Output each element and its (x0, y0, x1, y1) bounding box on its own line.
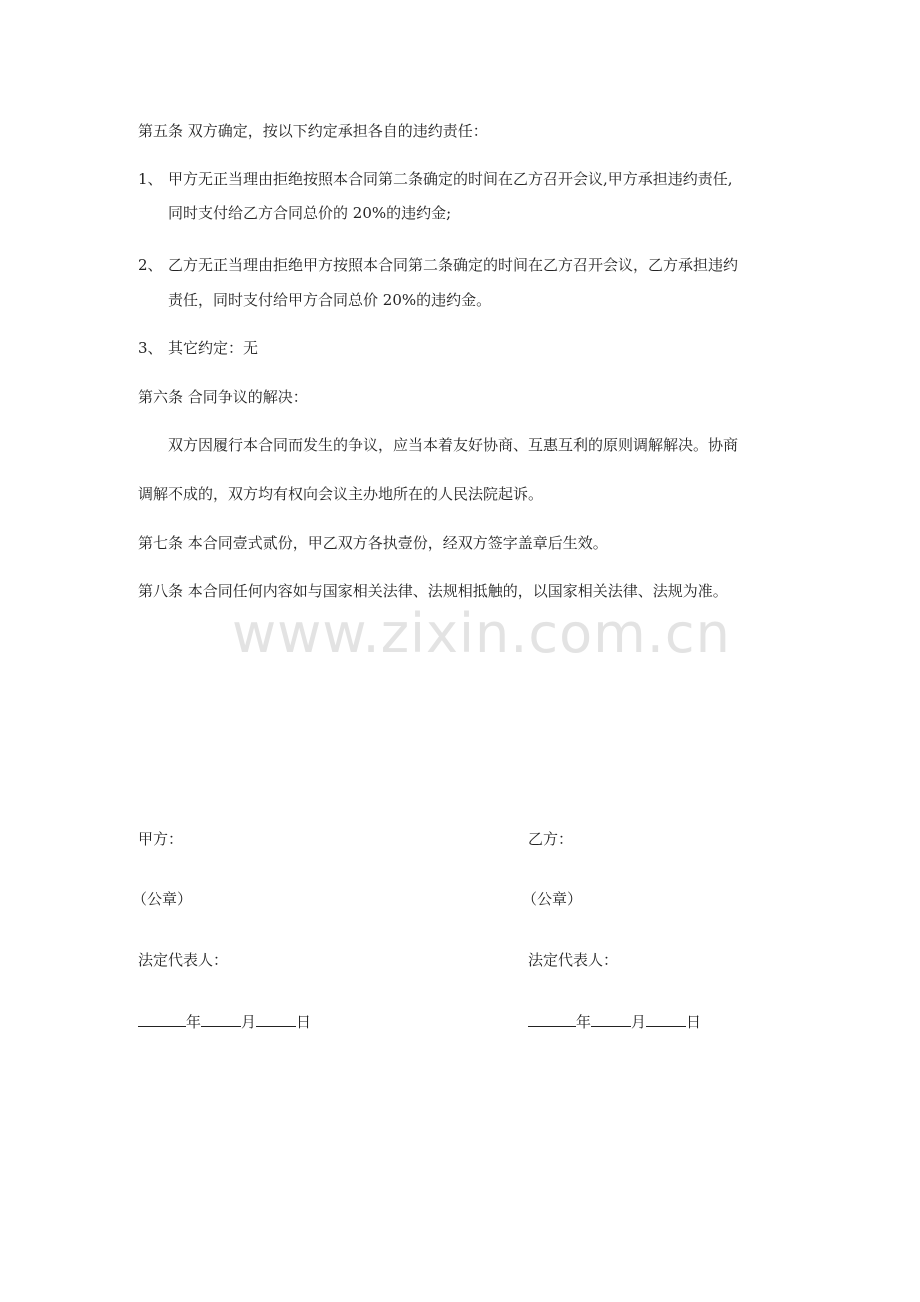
day-blank (256, 1011, 296, 1027)
item-text: 甲方无正当理由拒绝按照本合同第二条确定的时间在乙方召开会议,甲方承担违约责任, (168, 170, 733, 188)
item-number: 2、 (138, 256, 163, 274)
article5-item-2-cont: 责任，同时支付给甲方合同总价 20%的违约金。 (168, 291, 492, 309)
party-b-date (528, 1011, 701, 1032)
party-a-label: 甲方： (138, 830, 184, 848)
party-a-representative: 法定代表人： (138, 951, 229, 969)
month-label: 月 (631, 1013, 647, 1031)
article5-item-2 (138, 255, 738, 275)
day-label: 日 (296, 1013, 312, 1031)
item-number: 1、 (138, 170, 163, 188)
month-blank (201, 1011, 241, 1027)
year-blank (528, 1011, 576, 1027)
article5-item-1-cont: 同时支付给乙方合同总价的 20%的违约金; (168, 204, 452, 222)
article6-body-line2: 调解不成的，双方均有权向会议主办地所在的人民法院起诉。 (138, 485, 544, 503)
party-a-seal: （公章） (132, 890, 193, 908)
month-label: 月 (241, 1013, 257, 1031)
article5-item-3 (138, 338, 258, 358)
year-blank (138, 1011, 186, 1027)
party-b-label: 乙方： (528, 830, 574, 848)
party-a-date (138, 1011, 311, 1032)
article7-text: 第七条 本合同壹式贰份，甲乙双方各执壹份，经双方签字盖章后生效。 (138, 534, 608, 552)
watermark: www.zixin.com.cn (232, 602, 731, 665)
day-label: 日 (686, 1013, 702, 1031)
party-b-representative: 法定代表人： (528, 951, 619, 969)
item-number: 3、 (138, 339, 163, 357)
party-b-seal: （公章） (522, 890, 583, 908)
article6-heading: 第六条 合同争议的解决： (138, 388, 308, 406)
item-text: 乙方无正当理由拒绝甲方按照本合同第二条确定的时间在乙方召开会议，乙方承担违约 (168, 256, 739, 274)
year-label: 年 (576, 1013, 592, 1031)
item-text: 其它约定：无 (168, 339, 259, 357)
day-blank (646, 1011, 686, 1027)
article5-heading: 第五条 双方确定，按以下约定承担各自的违约责任： (138, 122, 488, 140)
month-blank (591, 1011, 631, 1027)
article5-item-1 (138, 169, 733, 189)
article6-body-line1: 双方因履行本合同而发生的争议，应当本着友好协商、互惠互利的原则调解解决。协商 (168, 436, 739, 454)
article8-text: 第八条 本合同任何内容如与国家相关法律、法规相抵触的，以国家相关法律、法规为准。 (138, 582, 728, 600)
year-label: 年 (186, 1013, 202, 1031)
